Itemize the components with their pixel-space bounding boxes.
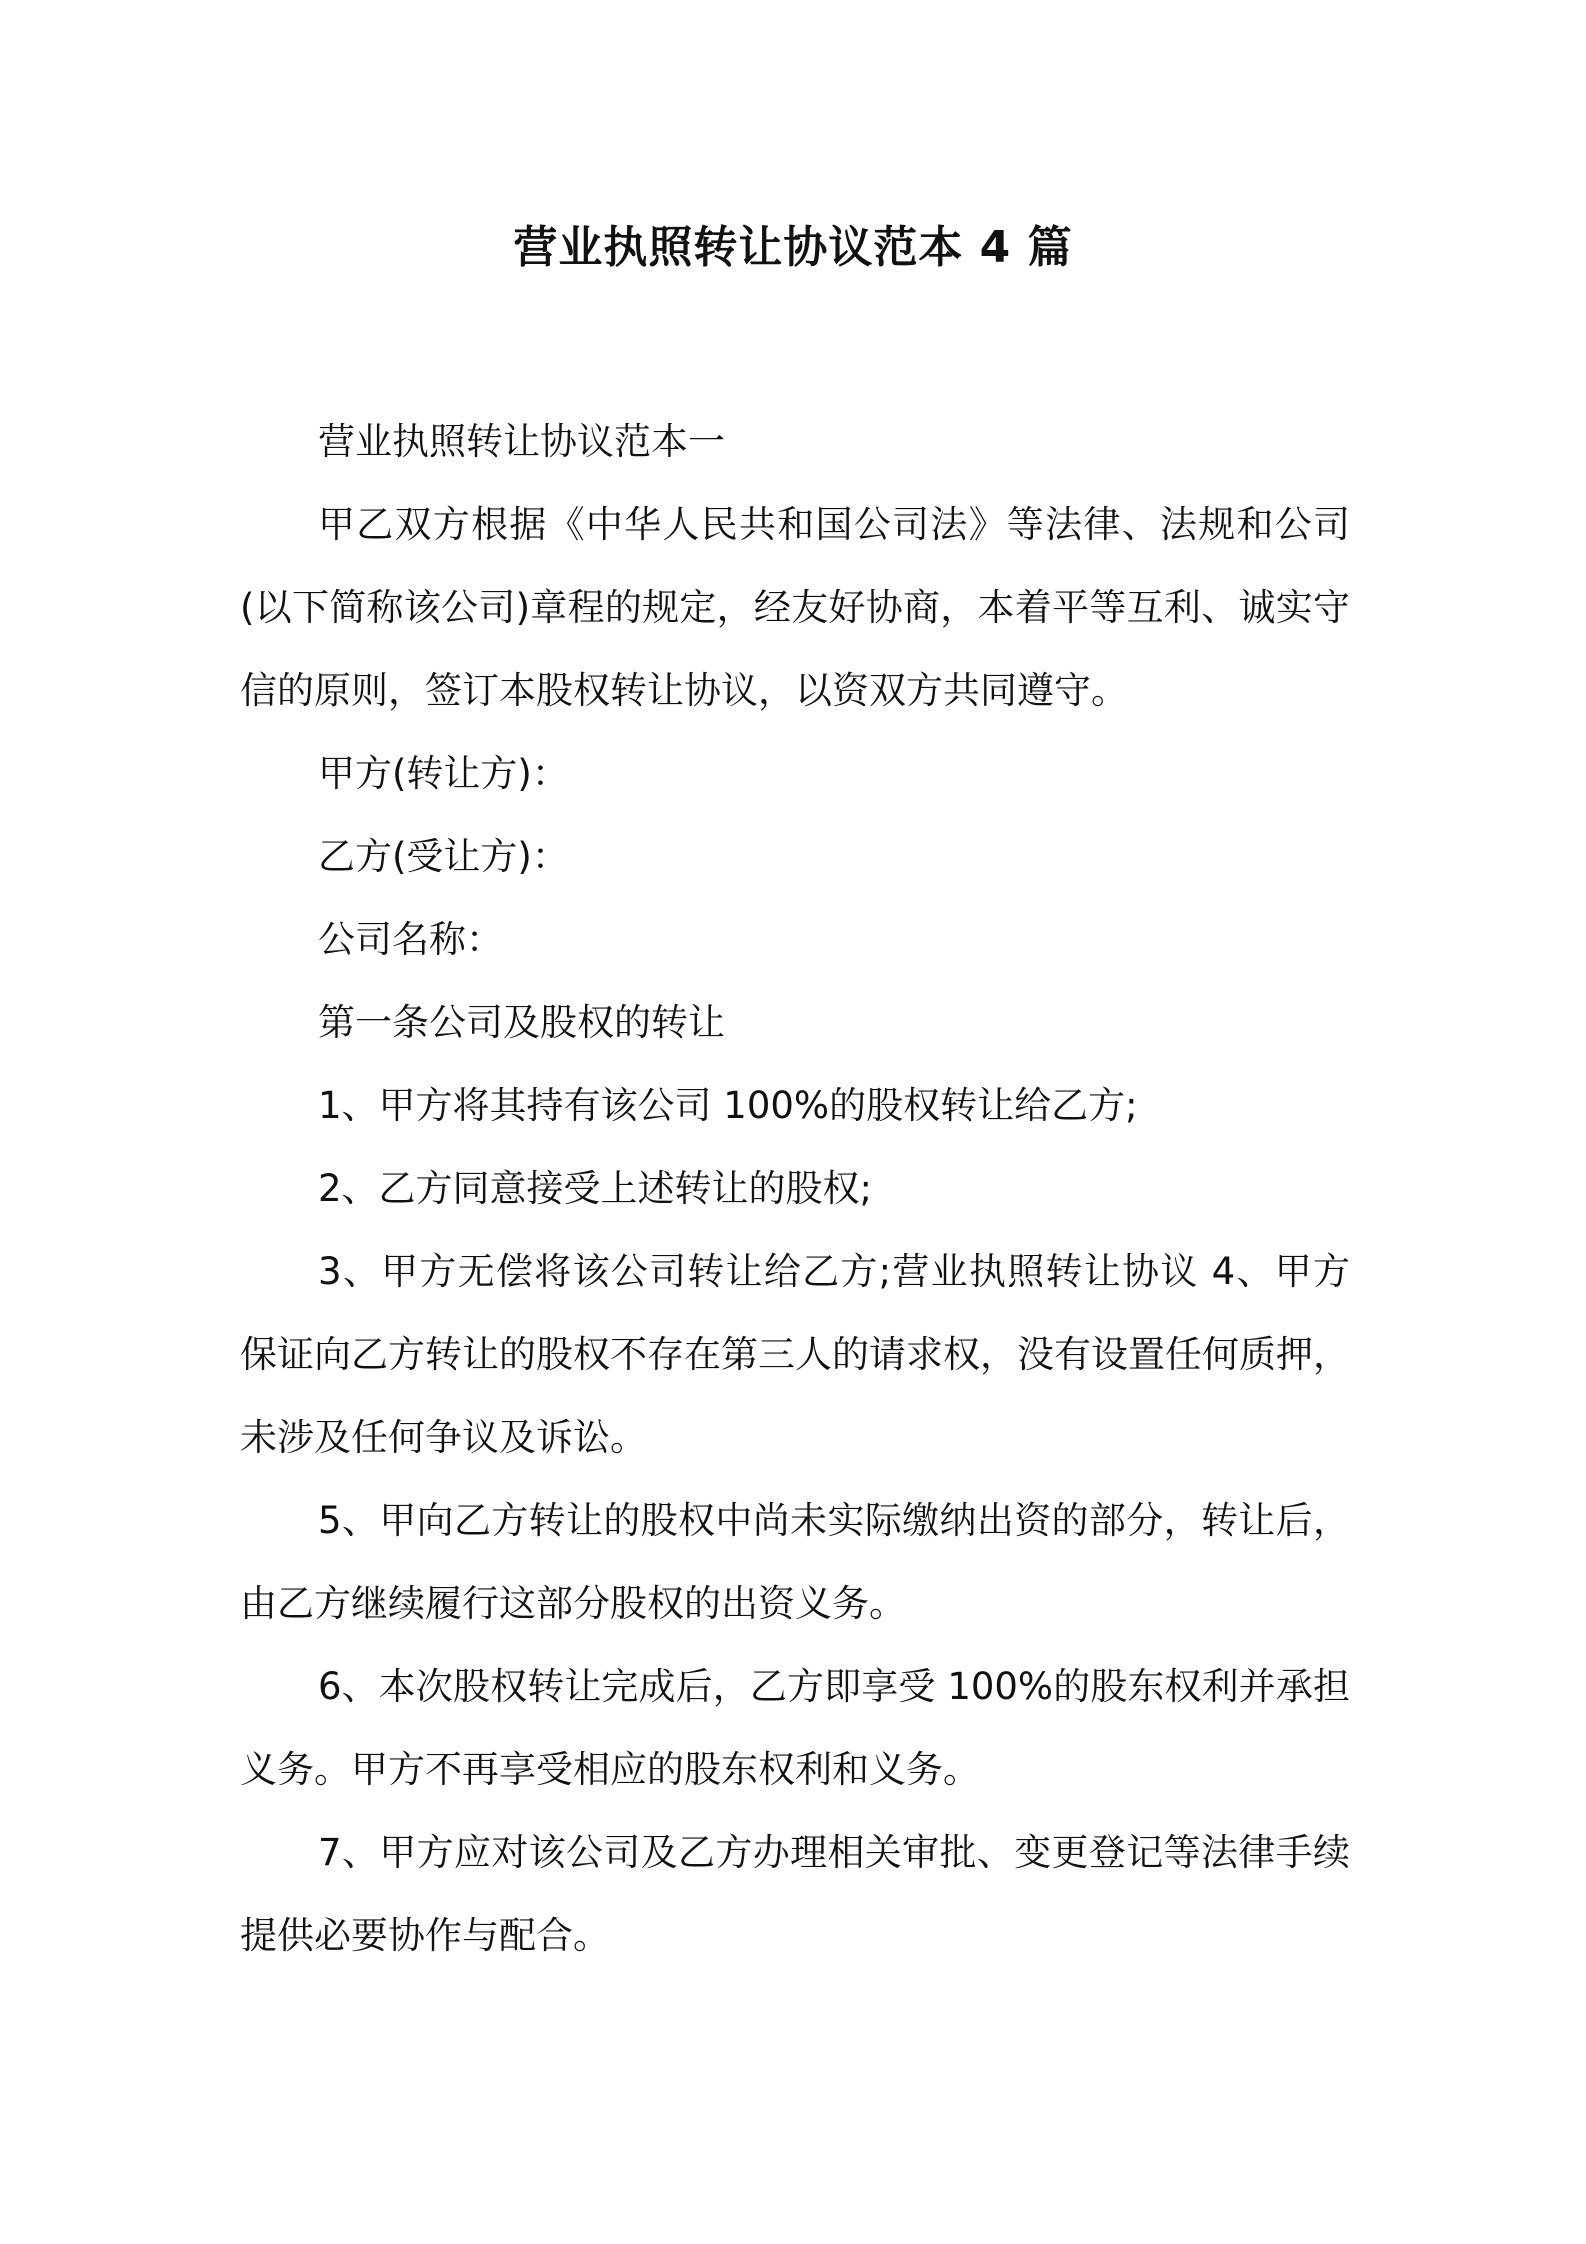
document-title: 营业执照转让协议范本 4 篇 <box>513 222 1073 273</box>
clause-7: 7、甲方应对该公司及乙方办理相关审批、变更登记等法律手续提供必要协作与配合。 <box>240 1831 1350 1957</box>
clause-6: 6、本次股权转让完成后，乙方即享受 100%的股东权利并承担义务。甲方不再享受相应的股东权利和义务。 <box>240 1665 1350 1791</box>
party-b-field: 乙方(受让方)： <box>318 835 569 878</box>
party-a-field: 甲方(转让方)： <box>318 752 569 795</box>
clause-3-4: 3、甲方无偿将该公司转让给乙方;营业执照转让协议 4、甲方保证向乙方转让的股权不存在第三人的请求权，没有设置任何质押，未涉及任何争议及诉讼。 <box>240 1250 1350 1459</box>
document-body <box>240 400 1350 1977</box>
clause-2: 2、乙方同意接受上述转让的股权; <box>318 1167 873 1210</box>
intro-paragraph: 甲乙双方根据《中华人民共和国公司法》等法律、法规和公司(以下简称该公司)章程的规定，经友好协商，本着平等互利、诚实守信的原则，签订本股权转让协议，以资双方共同遵守。 <box>240 503 1350 712</box>
company-name-field: 公司名称： <box>318 918 503 961</box>
section-heading: 营业执照转让协议范本一 <box>318 420 725 463</box>
clause-5: 5、甲向乙方转让的股权中尚未实际缴纳出资的部分，转让后，由乙方继续履行这部分股权的出资义务。 <box>240 1499 1350 1625</box>
article-one-heading: 第一条公司及股权的转让 <box>318 1001 725 1044</box>
clause-1: 1、甲方将其持有该公司 100%的股权转让给乙方; <box>318 1084 1138 1127</box>
